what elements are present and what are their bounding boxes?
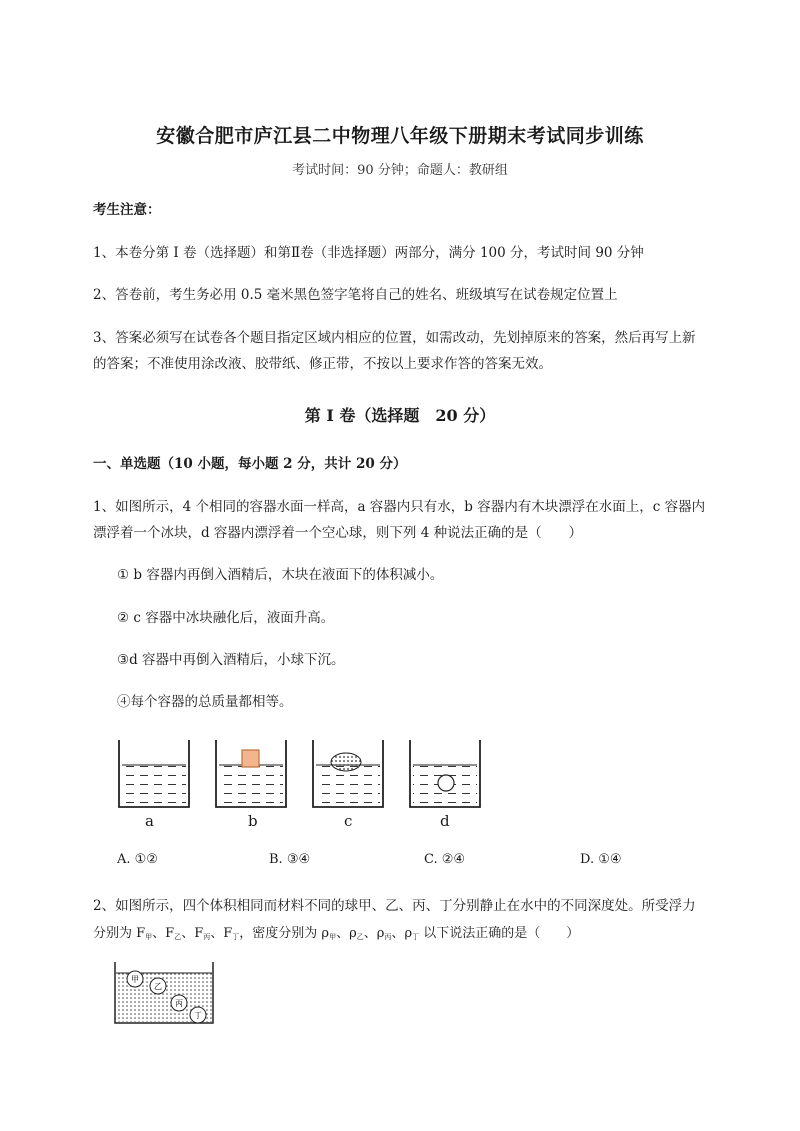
ball-label-bing: 丙 [175,999,183,1008]
part-heading: 一、单选题（10 小题，每小题 2 分，共计 20 分） [93,456,407,472]
q1-statement: ④每个容器的总质量都相等。 [117,694,293,710]
option-c[interactable]: C. ②④ [424,852,466,867]
figure-label-a: a [145,812,154,830]
figure-label-b: b [248,812,258,830]
figure-label-d: d [440,812,450,830]
question-1-text: 漂浮着一个冰块，d 容器内漂浮着一个空心球，则下列 4 种说法正确的是（ ） [93,525,583,541]
notice-item: 1、本卷分第 I 卷（选择题）和第Ⅱ卷（非选择题）两部分，满分 100 分，考试时间 90 分钟 [93,245,644,261]
option-a[interactable]: A. ①② [117,852,158,867]
container-c [313,740,383,807]
notice-item: 的答案；不准使用涂改液、胶带纸、修正带，不按以上要求作答的答案无效。 [93,356,552,372]
notice-heading: 考生注意： [93,202,161,218]
ball-label-ding: 丁 [194,1011,202,1020]
q1-statement: ② c 容器中冰块融化后，液面升高。 [117,610,335,626]
question-2-text: 2、如图所示，四个体积相同而材料不同的球甲、乙、丙、丁分别静止在水中的不同深度处。所受浮力 [93,898,696,914]
ball-label-yi: 乙 [154,982,162,991]
figure-label-c: c [344,812,353,830]
q1-statement: ① b 容器内再倒入酒精后，木块在液面下的体积减小。 [117,567,444,583]
ice-block [331,753,361,771]
q1-statement: ③d 容器中再倒入酒精后，小球下沉。 [117,652,345,668]
section-title: 第 I 卷（选择题 20 分） [304,406,496,425]
notice-item: 2、答卷前，考生务必用 0.5 毫米黑色签字笔将自己的姓名、班级填写在试卷规定位置上 [93,287,618,303]
exam-subtitle: 考试时间：90 分钟；命题人：教研组 [292,163,508,178]
wood-block [242,750,259,767]
hollow-ball [438,775,454,791]
option-b[interactable]: B. ③④ [269,852,311,867]
question-1-text: 1、如图所示，4 个相同的容器水面一样高，a 容器内只有水，b 容器内有木块漂浮在水面上，c 容器内 [93,499,706,515]
container-b [216,740,286,807]
page-title: 安徽合肥市庐江县二中物理八年级下册期末考试同步训练 [156,125,644,147]
question-2-text: 分别为 $F_甲$、$F_乙$、$F_丙$、$F_丁$，密度分别为 $\rho_甲$、$\rho_乙$、$\rho_丙$、$\rho_丁$ 以下说法正确的是（ ） [93,926,580,941]
ball-label-jia: 甲 [131,975,139,984]
container-d [410,740,480,807]
option-d[interactable]: D. ①④ [580,852,622,867]
q2-balls-figure [113,960,215,1026]
q1-containers-figure [110,735,490,815]
container-a [119,740,189,807]
notice-item: 3、答案必须写在试卷各个题目指定区域内相应的位置，如需改动，先划掉原来的答案，然后再写上新 [93,330,696,346]
